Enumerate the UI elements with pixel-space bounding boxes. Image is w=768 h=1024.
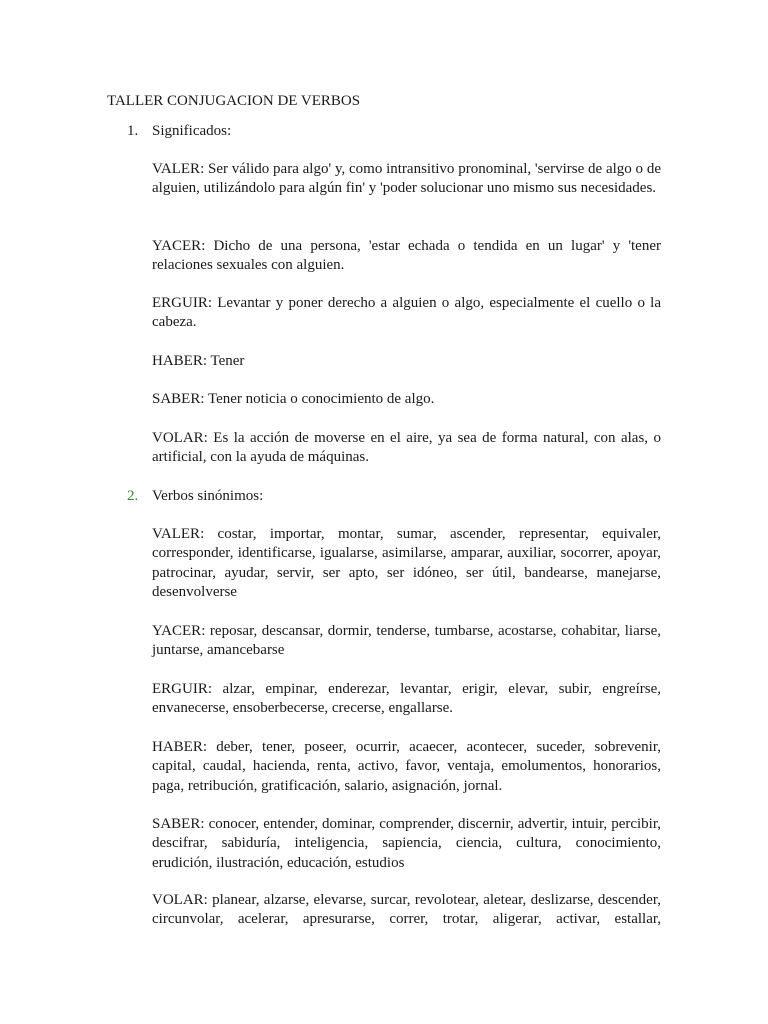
section-2-label: Verbos sinónimos:	[152, 488, 264, 504]
synonyms-term: VALER	[152, 526, 201, 542]
definition-yacer	[152, 237, 661, 276]
synonyms-text: : alzar, empinar, enderezar, levantar, erigir, elevar, subir, engreírse, envanecerse, ensoberbecerse, crecerse, engallarse.	[152, 681, 661, 717]
definition-erguir	[152, 294, 661, 333]
synonyms-text: : planear, alzarse, elevarse, surcar, revolotear, aletear, deslizarse, descender, circunvolar, acelerar, apresurarse, correr, trotar, aligerar, activar, estallar,	[152, 892, 661, 928]
synonyms-term: VOLAR	[152, 892, 204, 908]
definition-volar	[152, 429, 661, 468]
definition-saber	[152, 390, 661, 409]
section-2-heading	[107, 487, 661, 506]
section-2-number: 2.	[127, 488, 139, 504]
synonyms-erguir	[152, 680, 661, 719]
definition-haber	[152, 352, 661, 371]
definition-valer	[152, 160, 661, 199]
synonyms-saber	[152, 815, 661, 873]
synonyms-term: HABER	[152, 739, 203, 755]
synonyms-term: SABER	[152, 816, 201, 832]
definition-term: VOLAR	[152, 430, 204, 446]
synonyms-haber	[152, 738, 661, 796]
synonyms-yacer	[152, 622, 661, 661]
section-1-label: Significados:	[152, 123, 232, 139]
definition-term: ERGUIR	[152, 295, 208, 311]
definition-text: : Levantar y poner derecho a alguien o algo, especialmente el cuello o la cabeza.	[152, 295, 661, 331]
synonyms-valer	[152, 525, 661, 602]
synonyms-term: YACER	[152, 623, 202, 639]
definition-text: : Ser válido para algo' y, como intransitivo pronominal, 'servirse de algo o de alguien, utilizándolo para algún fin' y 'poder solucionar uno mismo sus necesidades.	[152, 161, 661, 197]
definition-term: YACER	[152, 238, 202, 254]
synonyms-text: : costar, importar, montar, sumar, ascender, representar, equivaler, corresponder, identificarse, igualarse, asimilarse, amparar, auxiliar, socorrer, apoyar, patrocinar, ayudar, servir, ser apto, ser idóneo, ser útil, bandearse, manejarse, desenvolverse	[152, 526, 661, 600]
definition-text: : Tener	[202, 353, 245, 369]
document-title: TALLER CONJUGACION DE VERBOS	[107, 93, 361, 109]
definition-text: : Tener noticia o conocimiento de algo.	[200, 391, 435, 407]
definition-text: : Es la acción de moverse en el aire, ya sea de forma natural, con alas, o artificial, con la ayuda de máquinas.	[152, 430, 661, 466]
section-1-number: 1.	[127, 123, 139, 139]
section-1-heading	[107, 122, 661, 141]
definition-text: : Dicho de una persona, 'estar echada o tendida en un lugar' y 'tener relaciones sexuales con alguien.	[152, 238, 661, 274]
synonyms-text: : reposar, descansar, dormir, tenderse, tumbarse, acostarse, cohabitar, liarse, juntarse, amancebarse	[152, 623, 661, 659]
synonyms-term: ERGUIR	[152, 681, 208, 697]
definition-term: HABER	[152, 353, 203, 369]
synonyms-volar	[152, 891, 661, 930]
synonyms-text: : conocer, entender, dominar, comprender, discernir, advertir, intuir, percibir, descifrar, sabiduría, inteligencia, sapiencia, ciencia, cultura, conocimiento, erudición, ilustración, educación, estudios	[152, 816, 661, 871]
synonyms-text: : deber, tener, poseer, ocurrir, acaecer, acontecer, suceder, sobrevenir, capital, caudal, hacienda, renta, activo, favor, ventaja, emolumentos, honorarios, paga, retribución, gratificación, salario, asignación, jornal.	[152, 739, 661, 794]
definition-term: SABER	[152, 391, 201, 407]
definition-term: VALER	[152, 161, 201, 177]
